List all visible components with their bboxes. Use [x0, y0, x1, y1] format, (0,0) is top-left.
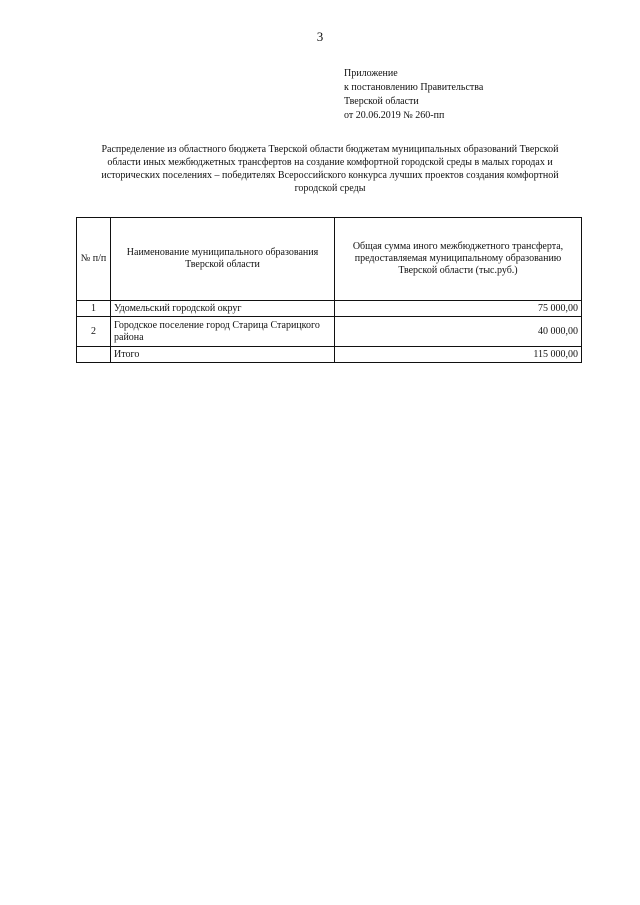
transfers-table: [76, 217, 582, 363]
row-name: Удомельский городской округ: [111, 301, 335, 317]
page-number: 3: [316, 29, 324, 44]
appendix-date-number: от 20.06.2019 № 260-пп: [344, 110, 445, 121]
title-line: Распределение из областного бюджета Тверской области бюджетам муниципальных образований Тверской: [101, 144, 559, 155]
appendix-line: Приложение: [344, 68, 398, 79]
row-number: 2: [77, 317, 111, 347]
document-title: [84, 143, 576, 195]
row-amount: 40 000,00: [335, 317, 582, 347]
total-number: [77, 347, 111, 363]
appendix-line: к постановлению Правительства: [344, 82, 484, 93]
total-label: Итого: [111, 347, 335, 363]
table-row: [77, 317, 582, 347]
appendix-header: [344, 67, 483, 123]
row-number: 1: [77, 301, 111, 317]
row-amount: 75 000,00: [335, 301, 582, 317]
title-line: исторических поселениях – победителях Всероссийского конкурса лучших проектов создания комфортной: [101, 170, 559, 181]
title-line: области иных межбюджетных трансфертов на создание комфортной городской среды в малых городах и: [107, 157, 553, 168]
title-line: городской среды: [294, 183, 366, 194]
table-total-row: [77, 347, 582, 363]
table-header-row: [77, 218, 582, 301]
header-name: Наименование муниципального образования Тверской области: [111, 218, 335, 301]
total-amount: 115 000,00: [335, 347, 582, 363]
row-name: Городское поселение город Старица Старицкого района: [111, 317, 335, 347]
table-row: [77, 301, 582, 317]
appendix-line: Тверской области: [344, 96, 419, 107]
header-amount: Общая сумма иного межбюджетного трансферта, предоставляемая муниципальному образованию Тверской области (тыс.руб.): [335, 218, 582, 301]
header-number: № п/п: [77, 218, 111, 301]
